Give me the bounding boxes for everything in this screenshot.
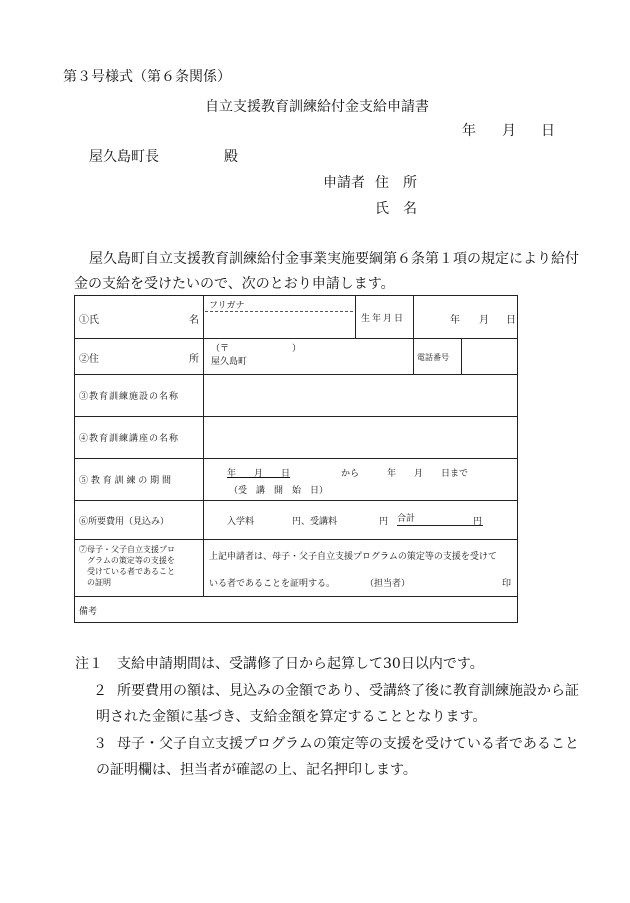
- date-day: 日: [541, 123, 555, 139]
- body-text-line-1: 屋久島町自立支援教育訓練給付金事業実施要綱第６条第１項の規定により給付: [89, 251, 579, 267]
- town-name: 屋久島町: [211, 357, 248, 367]
- facility-label: ③教育訓練施設の名称: [79, 392, 180, 402]
- note-2-line-2: 明された金額に基づき、支給金額を算定することとなります。: [96, 709, 487, 725]
- seal-mark: 印: [502, 579, 512, 589]
- body-text-line-2: 金の支給を受けたいので、次のとおり申請します。: [74, 276, 395, 292]
- date-year: 年: [462, 123, 476, 139]
- furigana-label: フリガナ: [209, 301, 245, 311]
- note-1-num: 注１: [75, 656, 103, 672]
- row-divider: [75, 539, 517, 540]
- admission-unit-tuition-label: 円、受講料: [292, 517, 338, 527]
- note-3-num: ３: [93, 736, 107, 752]
- certification-label: [79, 544, 175, 588]
- note-3-line-1: 母子・父子自立支援プログラムの策定等の支援を受けている者であること: [117, 736, 579, 752]
- total-label: 合計: [397, 514, 483, 526]
- certification-text-1: 上記申請者は、母子・父子自立支援プログラムの策定等の支援を受けて: [209, 552, 497, 562]
- period-start-note: （受 講 開 始 日）: [229, 486, 329, 496]
- total-unit: 円: [473, 517, 483, 527]
- period-start-date: 年 月 日: [227, 469, 291, 479]
- cost-label: ⑥所要費用（見込み）: [79, 517, 170, 527]
- name-input-area[interactable]: [205, 313, 353, 336]
- address-label: ②住: [79, 354, 99, 365]
- furigana-dashed-line: [205, 311, 353, 312]
- remarks-label: 備考: [79, 607, 98, 617]
- officer-label: （担当者）: [365, 579, 411, 589]
- row-divider: [75, 458, 517, 459]
- col-divider: [203, 296, 204, 596]
- row-divider: [75, 374, 517, 375]
- col-divider: [413, 338, 414, 374]
- col-divider: [413, 296, 414, 338]
- row-divider: [75, 500, 517, 501]
- applicant-address-label: 住 所: [375, 175, 417, 191]
- period-label: ⑤ 教 育 訓 練 の 期 間: [79, 476, 172, 486]
- dob-month: 月: [479, 315, 489, 326]
- application-form-table: [74, 295, 518, 623]
- col-divider: [355, 296, 356, 338]
- addressee-honorific: 殿: [224, 149, 238, 165]
- row-divider: [75, 596, 517, 597]
- period-end-date: 年 月 日まで: [387, 469, 469, 479]
- form-number: 第３号様式（第６条関係）: [63, 69, 231, 85]
- page-title: 自立支援教育訓練給付金支給申請書: [205, 99, 429, 115]
- row-divider: [75, 338, 517, 339]
- admission-fee-label: 入学料: [227, 517, 255, 527]
- cert-label-line: 受けている者であること: [87, 567, 175, 576]
- date-month: 月: [502, 123, 516, 139]
- tuition-unit: 円: [379, 517, 389, 527]
- applicant-name-label: 氏 名: [375, 201, 417, 217]
- name-label: ①氏: [79, 315, 99, 326]
- note-1-line-1: 支給申請期間は、受講修了日から起算して30日以内です。: [117, 656, 484, 672]
- note-3-line-2: の証明欄は、担当者が確認の上、記名押印します。: [96, 762, 417, 778]
- certification-text-2: いる者であることを証明する。: [209, 579, 336, 589]
- postal-code: （〒 ）: [211, 344, 302, 354]
- col-divider: [461, 338, 462, 374]
- period-from: から: [341, 469, 360, 479]
- name-label-end: 名: [189, 315, 199, 326]
- note-2-line-1: 所要費用の額は、見込みの金額であり、受講終了後に教育訓練施設から証: [117, 683, 579, 699]
- applicant-label: 申請者: [323, 175, 365, 191]
- course-label: ④教育訓練講座の名称: [79, 434, 180, 444]
- phone-label: 電話番号: [417, 353, 449, 362]
- address-label-end: 所: [189, 354, 199, 365]
- dob-year: 年: [450, 315, 460, 326]
- row-divider: [75, 416, 517, 417]
- dob-day: 日: [506, 315, 516, 326]
- note-2-num: ２: [93, 683, 107, 699]
- addressee-name: 屋久島町長: [89, 149, 159, 165]
- cert-label-line: グラムの策定等の支援を: [87, 556, 175, 565]
- dob-label: 生年月日: [361, 314, 406, 324]
- cert-label-line: ⑦母子・父子自立支援プロ: [79, 545, 175, 554]
- cert-label-line: の証明: [87, 578, 111, 587]
